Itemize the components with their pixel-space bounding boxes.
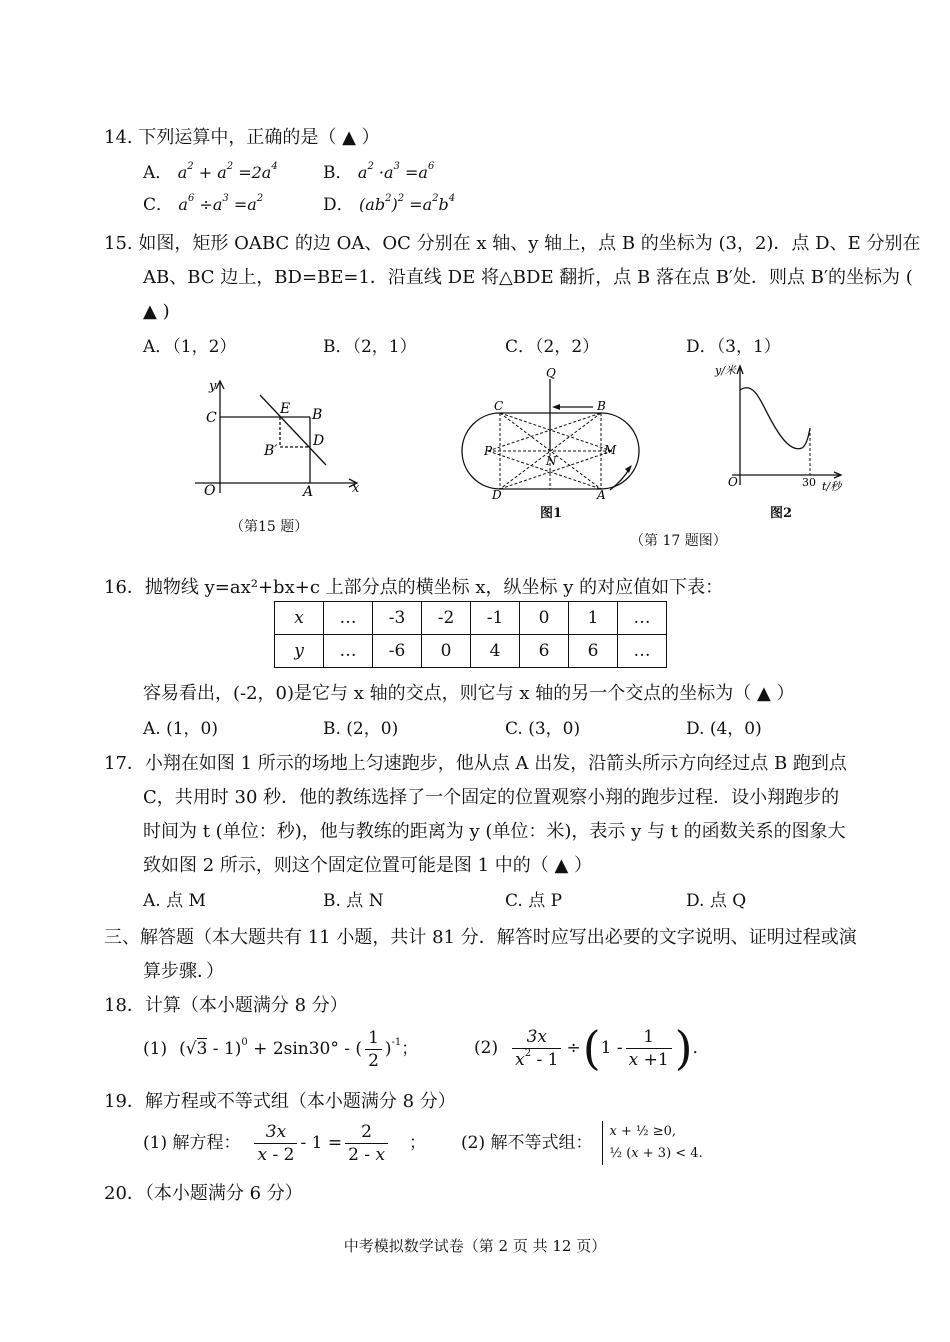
q16-option-b: B. (2，0) xyxy=(323,719,399,739)
fig17a-label-d: D xyxy=(492,488,502,502)
fig15-label-o: O xyxy=(204,483,216,499)
fig15-label-bp: B′ xyxy=(264,443,278,459)
fig15-label-y: y xyxy=(209,379,217,394)
section3-line2: 算步骤．） xyxy=(143,961,224,982)
q14-option-d: D． $(ab^2)^2 =a^2b^4$ xyxy=(323,193,456,215)
q17-option-d: D. 点 Q xyxy=(686,891,747,911)
q20-stem: 20．（本小题满分 6 分） xyxy=(104,1183,303,1204)
page-footer: 中考模拟数学试卷（第 2 页 共 12 页） xyxy=(343,1237,607,1255)
table-cell: … xyxy=(618,635,667,668)
q19-part2: (2) 解不等式组： x + ½ ≥0, ½ (x + 3) < 4. xyxy=(461,1118,703,1168)
q16-option-a: A. (1，0) xyxy=(143,719,218,739)
q17-option-c: C. 点 P xyxy=(505,891,563,911)
table-cell: … xyxy=(324,635,373,668)
q15-option-d: D．（3，1） xyxy=(686,337,781,357)
fig17b-label-o: O xyxy=(728,475,738,489)
q15-option-c: C．（2，2） xyxy=(505,337,600,357)
q18-stem: 18．计算（本小题满分 8 分） xyxy=(104,995,348,1016)
q15-line3: ▲ ) xyxy=(143,301,170,322)
section3-line1: 三、解答题（本大题共有 11 小题，共计 81 分．解答时应写出必要的文字说明、证明过程或演 xyxy=(104,927,857,948)
fig15-label-a: A xyxy=(303,484,314,500)
fig17b-label-30: 30 xyxy=(802,476,816,489)
figure-15 xyxy=(190,375,370,505)
fig17b-caption: 图2 xyxy=(770,506,793,521)
table-cell: 0 xyxy=(520,602,569,635)
table-cell: -1 xyxy=(471,602,520,635)
figure-17-graph xyxy=(710,360,850,495)
q15-line2: AB、BC 边上，BD=BE=1．沿直线 DE 将△BDE 翻折，点 B 落在点 B′处．则点 B′的坐标为 ( xyxy=(143,267,913,288)
fig15-label-e: E xyxy=(280,401,291,417)
q17-line2: C，共用时 30 秒．他的教练选择了一个固定的位置观察小翔的跑步过程．设小翔跑步的 xyxy=(143,787,840,808)
fig17a-label-c: C xyxy=(494,399,504,413)
fig17a-label-n: N xyxy=(546,454,557,468)
fig15-label-c: C xyxy=(206,410,217,426)
table-cell: 6 xyxy=(569,635,618,668)
table-cell: -2 xyxy=(422,602,471,635)
q17-line4: 致如图 2 所示，则这个固定位置可能是图 1 中的（ ▲ ） xyxy=(143,855,593,876)
table-row-y xyxy=(275,635,667,668)
q19-part1: (1) 解方程： $\frac{3x}{x - 2}$ - 1 = $\frac{2}{2 - x}$ ； xyxy=(143,1121,427,1165)
q15-option-b: B．（2，1） xyxy=(323,337,417,357)
table-cell: x xyxy=(275,602,324,635)
q16-note: 容易看出，(-2，0)是它与 x 轴的交点，则它与 x 轴的另一个交点的坐标为（ ▲ ） xyxy=(143,683,795,704)
fig15-label-x: x xyxy=(352,481,360,496)
fig17a-label-b: B xyxy=(597,399,606,413)
q15-option-a: A．（1，2） xyxy=(143,337,237,357)
fig15-label-d: D xyxy=(313,433,325,449)
fig17b-label-y: y/米 xyxy=(715,364,736,377)
table-cell: -6 xyxy=(373,635,422,668)
q14-option-a: A． $a^2 + a^2 =2a^4$ xyxy=(143,161,278,183)
fig15-label-b: B xyxy=(312,407,323,423)
figure-17-track xyxy=(460,365,640,500)
q19-stem: 19．解方程或不等式组（本小题满分 8 分） xyxy=(104,1091,456,1112)
table-cell: 6 xyxy=(520,635,569,668)
table-cell: 4 xyxy=(471,635,520,668)
q14-option-b: B． $a^2 \cdot a^3 =a^6$ xyxy=(323,161,435,183)
fig17-caption: （第 17 题图） xyxy=(630,533,727,549)
q16-option-c: C. (3，0) xyxy=(505,719,581,739)
q17-option-b: B. 点 N xyxy=(323,891,384,911)
q17-option-a: A. 点 M xyxy=(143,891,206,911)
table-cell: … xyxy=(324,602,373,635)
fig17a-caption: 图1 xyxy=(540,506,563,521)
table-cell: y xyxy=(275,635,324,668)
fig17a-label-p: P xyxy=(484,444,493,458)
q16-stem: 16．抛物线 y=ax²+bx+c 上部分点的横坐标 x，纵坐标 y 的对应值如下表： xyxy=(104,577,724,598)
fig17a-label-m: M xyxy=(604,443,617,457)
table-cell: 1 xyxy=(569,602,618,635)
table-cell: 0 xyxy=(422,635,471,668)
q14-stem: 14. 下列运算中，正确的是（ ▲ ） xyxy=(104,127,380,148)
q16-option-d: D. (4，0) xyxy=(686,719,762,739)
fig17b-label-t: t/秒 xyxy=(822,480,842,493)
q17-line3: 时间为 t (单位：秒)，他与教练的距离为 y (单位：米)，表示 y 与 t 的函数关系的图象大 xyxy=(143,821,846,842)
table-cell: … xyxy=(618,602,667,635)
fig15-caption: （第15 题） xyxy=(230,519,309,535)
q17-line1: 17．小翔在如图 1 所示的场地上匀速跑步，他从点 A 出发，沿箭头所示方向经过点 B 跑到点 xyxy=(104,753,847,774)
q18-part1: (1) (√3 - 1)$^0$ + 2sin30° - ( $\frac{1}{2}$ )$^{-1}$； xyxy=(143,1027,419,1071)
q15-line1: 15. 如图，矩形 OABC 的边 OA、OC 分别在 x 轴、y 轴上，点 B 的坐标为 (3，2)．点 D、E 分别在 xyxy=(104,233,921,254)
table-row-x xyxy=(275,602,667,635)
fig17a-label-a: A xyxy=(597,488,606,502)
q18-part2: (2) $\frac{3x}{x^2 - 1}$ ÷ ( 1 - $\frac{1}{x +1}$ ) ． xyxy=(474,1021,710,1075)
fig17a-label-q: Q xyxy=(546,366,556,380)
q16-value-table xyxy=(274,601,667,668)
table-cell: -3 xyxy=(373,602,422,635)
q14-option-c: C． $a^6 \div a^3 =a^2$ xyxy=(143,193,264,215)
